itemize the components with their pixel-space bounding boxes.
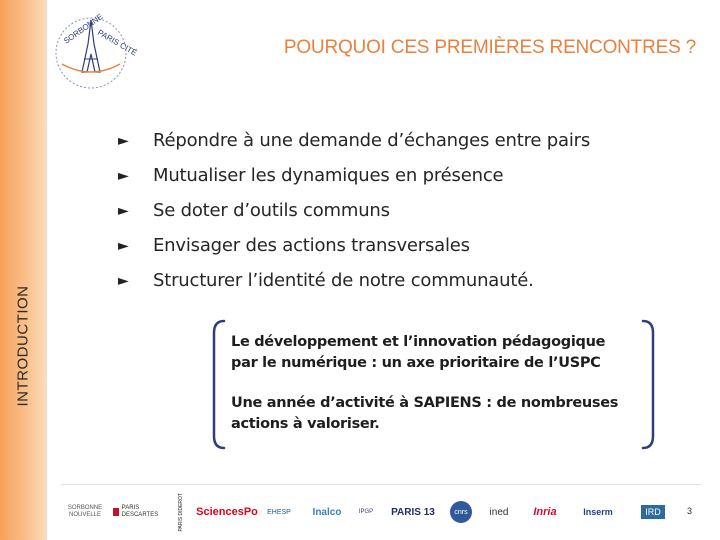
highlight-line: Le développement et l’innovation pédagogique bbox=[231, 334, 606, 350]
bullet-arrow-icon: ► bbox=[118, 132, 129, 149]
partner-logos-bar bbox=[47, 484, 720, 540]
highlight-line: actions à valoriser. bbox=[231, 416, 380, 432]
left-accent-bar bbox=[0, 0, 47, 540]
sorbonne-nouvelle-logo: SORBONNE NOUVELLE bbox=[67, 505, 103, 518]
paris-descartes-logo: PARIS DESCARTES bbox=[113, 492, 161, 532]
bullet-arrow-icon: ► bbox=[118, 237, 129, 254]
svg-text:PARIS CITÉ: PARIS CITÉ bbox=[96, 27, 139, 58]
bullet-arrow-icon: ► bbox=[118, 272, 129, 289]
list-item: ► Envisager des actions transversales bbox=[118, 235, 470, 256]
left-divider bbox=[45, 0, 46, 540]
list-item: ► Mutualiser les dynamiques en présence bbox=[118, 165, 504, 186]
highlight-box bbox=[212, 319, 655, 450]
ipgp-logo: IPGP bbox=[358, 509, 374, 515]
page-number: 3 bbox=[686, 506, 692, 516]
cnrs-logo: cnrs bbox=[447, 492, 475, 532]
inalco-logo: Inalco bbox=[312, 506, 342, 518]
bullet-list bbox=[118, 123, 590, 298]
highlight-line: Une année d’activité à SAPIENS : de nombreuses bbox=[231, 395, 619, 411]
list-item: ► Se doter d’outils communs bbox=[118, 200, 390, 221]
ird-logo: IRD bbox=[631, 492, 675, 532]
inserm-logo: Inserm bbox=[583, 507, 613, 517]
page-title: POURQUOI CES PREMIÈRES RENCONTRES ? bbox=[283, 37, 696, 58]
sciences-po-logo: SciencesPo bbox=[196, 506, 258, 518]
ined-logo: ined bbox=[489, 506, 509, 518]
footer-divider bbox=[61, 484, 701, 485]
highlight-line: par le numérique : un axe prioritaire de l’USPC bbox=[231, 355, 601, 371]
paris-diderot-logo: PARIS DIDEROT bbox=[178, 492, 184, 532]
ehesp-logo: EHESP bbox=[267, 508, 291, 516]
bullet-arrow-icon: ► bbox=[118, 202, 129, 219]
svg-text:SORBONNE: SORBONNE bbox=[61, 11, 105, 46]
inria-logo: Inria bbox=[533, 506, 557, 518]
list-item: ► Structurer l’identité de notre communauté. bbox=[118, 270, 534, 291]
paris-13-logo: PARIS 13 bbox=[391, 506, 435, 518]
bullet-arrow-icon: ► bbox=[118, 167, 129, 184]
list-item: ► Répondre à une demande d’échanges entre pairs bbox=[118, 130, 591, 151]
